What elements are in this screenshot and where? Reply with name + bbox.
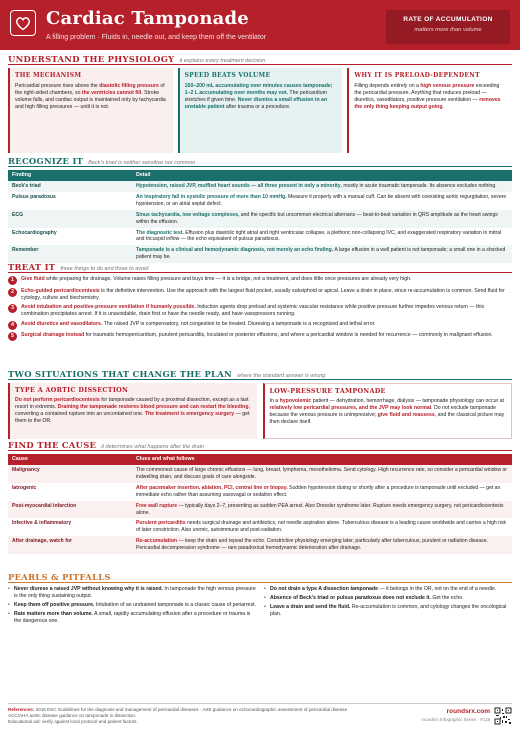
- pearls-section: [8, 572, 512, 627]
- recognize-heading: [8, 156, 512, 167]
- treat-step: 3 Avoid intubation and positive-pressure ventilation if humanly possible. Induction agents drop preload and systemic vascular resistance while positive pressure further impedes venous return — this combination precipitates arrest. If it is unavoidable, drain first or have the needle ready, and have vasopressors running.: [8, 304, 512, 318]
- header-banner: [0, 0, 520, 50]
- cause-title: FIND THE CAUSE: [8, 440, 97, 450]
- treat-heading: [8, 262, 512, 273]
- table-row: Malignancy The commonest cause of large chronic effusions — lung, breast, lymphoma, mesothelioma. Send cytology. High recurrence rate, so consider a pericardial window or indwelling drain, and discuss goals of care alongside.: [8, 465, 512, 483]
- step-number: 2: [8, 288, 17, 297]
- list-item: • Rate matters more than volume. A small, rapidly accumulating effusion after a procedure or trauma is the dangerous one.: [8, 611, 256, 625]
- list-item: • Do not drain a type A dissection tamponade — it belongs in the OR, not on the end of a needle.: [264, 586, 512, 593]
- table-header-row: Finding Detail: [8, 170, 512, 181]
- physiology-title: UNDERSTAND THE PHYSIOLOGY: [8, 54, 175, 64]
- table-row: Iatrogenic After pacemaker insertion, ablation, PCI, central line or biopsy. Sudden hypotension during or shortly after a procedure is tamponade until excluded — get an immediate echo rather than assuming vasovagal or sedation effect.: [12, 484, 501, 498]
- pearls-title: PEARLS & PITFALLS: [8, 572, 111, 582]
- heart-icon: [10, 10, 36, 36]
- page-title: Cardiac Tamponade: [46, 8, 249, 29]
- step-number: 5: [8, 332, 17, 341]
- pearls-right: [264, 586, 512, 627]
- situations-title: TWO SITUATIONS THAT CHANGE THE PLAN: [8, 369, 232, 379]
- recognize-subtitle: Beck's triad is neither sensitive nor common: [88, 160, 196, 166]
- dissection-box: [8, 383, 257, 439]
- step-number: 3: [8, 304, 17, 313]
- table-row: Infective & inflammatory Purulent pericarditis needs surgical drainage and antibiotics, not needle aspiration alone. Tuberculous disease is a leading cause worldwide and carries a high risk of later constriction. Also uremic, autoimmune and post-radiation.: [12, 520, 507, 534]
- footer: [8, 703, 512, 731]
- table-row: Pulsus paradoxus An inspiratory fall in systolic pressure of more than 10 mmHg. Measure it properly with a manual cuff. Can be absent with coexisting aortic regurgitation, severe hypotension, or an atrial septal defect.: [12, 194, 507, 207]
- table-row: Post-myocardial infarction Free wall rupture — typically days 2–7, presenting as sudden PEA arrest. Also Dressler syndrome later. Rupture needs emergency surgery, not pericardiocentesis alone.: [8, 501, 512, 519]
- recognize-title: RECOGNIZE IT: [8, 156, 84, 166]
- mechanism-text: Pericardial pressure rises above the diastolic filling pressure of the right-sided chambers, so the ventricles cannot fill. Stroke volume falls, and cardiac output is maintained only by tachycardia and high filling pressures — until it is not.: [15, 83, 166, 111]
- step-number: 1: [8, 276, 17, 285]
- treat-section: [8, 262, 512, 344]
- preload-card: [347, 68, 512, 153]
- cause-subtitle: it determines what happens after the drain: [101, 444, 204, 450]
- list-item: • Leave a drain and send the fluid. Re-accumulation is common, and cytology changes the oncological plan.: [264, 604, 512, 618]
- dissection-title: TYPE A AORTIC DISSECTION: [15, 386, 129, 394]
- recognize-section: [8, 156, 512, 263]
- low-pressure-box: [263, 383, 513, 439]
- site-link[interactable]: roundsrx.com: [446, 708, 490, 715]
- references: References: 2015 ESC Guidelines for the diagnosis and management of pericardial diseases · ASE guidance on echocardiographic assessment of pericardial disease ACC/AHA aortic disease guidance on tamponade in dissection. Educational aid: verify against local protocol and patient factors.: [8, 707, 348, 725]
- list-item: • Never diurese a raised JVP without knowing why it is raised. In tamponade the high venous pressure is the only thing sustaining output.: [8, 586, 256, 600]
- pearls-left: [8, 586, 256, 627]
- dissection-text: Do not perform pericardiocentesis for tamponade caused by a proximal dissection, except as a last resort in extremis. Draining the tamponade restores blood pressure and can restart the bleeding, converting a contained rupture into an uncontained one. The treatment is emergency surgery — get them to the OR.: [15, 396, 250, 424]
- table-row: Beck's triad Hypotension, raised JVP, muffled heart sounds — all three present in only a minority, mostly in acute traumatic tamponade. Its absence excludes nothing.: [8, 181, 512, 192]
- treat-step: 5 Surgical drainage instead for traumatic hemopericardium, purulent pericarditis, loculated or posterior effusions, and where a pericardial window is needed for recurrence — commonly in malignant effusion.: [8, 332, 512, 341]
- cause-heading: [8, 440, 512, 451]
- physiology-section: [8, 54, 512, 153]
- low-pressure-title: LOW-PRESSURE TAMPONADE: [269, 387, 386, 395]
- recognize-table: [8, 170, 512, 263]
- cause-section: [8, 440, 512, 554]
- physiology-subtitle: it explains every treatment decision: [179, 58, 266, 64]
- table-row: ECG Sinus tachycardia, low voltage complexes, and the specific but uncommon electrical alternans — beat-to-beat variation in QRS amplitude as the heart swings within the effusion.: [8, 210, 512, 228]
- table-row: Echocardiography The diagnostic test. Effusion plus diastolic right atrial and right ventricular collapse, a plethoric non-collapsing IVC, and exaggerated respiratory variation in mitral and tricuspid inflow — the echo equivalent of pulsus paradoxus.: [12, 229, 502, 243]
- rate-callout: [386, 10, 510, 44]
- preload-text: Filling depends entirely on a high venous pressure exceeding the pericardial pressure. Anything that reduces preload — diuretics, vasodilators, positive pressure ventilation — removes the only thing keeping output going.: [354, 83, 501, 111]
- pearls-heading: [8, 572, 512, 583]
- rate-subtitle: matters more than volume: [414, 26, 482, 33]
- table-row: Remember Tamponade is a clinical and hemodynamic diagnosis, not merely an echo finding. A large effusion in a well patient is not tamponade; a small one in a shocked patient may be.: [8, 245, 512, 263]
- table-header-row: Cause Clues and what follows: [8, 454, 512, 465]
- situations-subtitle: where the standard answer is wrong: [237, 373, 326, 379]
- speed-title: SPEED BEATS VOLUME: [184, 72, 271, 79]
- mechanism-title: THE MECHANISM: [15, 72, 82, 79]
- speed-card: [178, 68, 343, 153]
- mechanism-card: [8, 68, 173, 153]
- list-item: • Absence of Beck's triad or pulsus paradoxus does not exclude it. Get the echo.: [264, 595, 512, 602]
- cause-table: [8, 454, 512, 554]
- qr-code-icon: [494, 707, 512, 725]
- list-item: • Keep them off positive pressure. Intubation of an undrained tamponade is a classic cause of periarrest.: [8, 602, 256, 609]
- step-number: 4: [8, 321, 17, 330]
- situations-heading: [8, 369, 512, 380]
- treat-step: 2 Echo-guided pericardiocentesis is the definitive intervention. Use the approach with the largest fluid pocket, usually subxiphoid or apical. Leave a drain in place, since re-accumulation is common. Send fluid for cytology, culture and biochemistry.: [8, 288, 512, 302]
- situations-section: [8, 369, 512, 439]
- low-pressure-text: In a hypovolemic patient — dehydration, hemorrhage, dialysis — tamponade physiology can occur at relatively low pericardial pressures, and the JVP may look normal. Do not exclude tamponade because the venous pressure is unimpressive; give fluid and reassess, and the classical picture may then declare itself.: [269, 397, 505, 425]
- rate-title: RATE OF ACCUMULATION: [403, 16, 493, 23]
- speed-text: 150–200 mL accumulating over minutes causes tamponade; 1–2 L accumulating over months may not. The pericardium stretches if given time. Never dismiss a small effusion in an unstable patient after trauma or a procedure.: [184, 83, 333, 111]
- preload-title: WHY IT IS PRELOAD-DEPENDENT: [354, 72, 480, 79]
- treat-subtitle: three things to do and three to avoid: [60, 266, 149, 272]
- treat-step: 4 Avoid diuretics and vasodilators. The raised JVP is compensatory, not congestion to be treated. Diuresing a tamponade is a recognized and lethal error.: [8, 321, 512, 330]
- series-label: roundsrx Infographic Series · #118: [421, 717, 490, 722]
- page-subtitle: A filling problem · Fluids in, needle out, and keep them off the ventilator: [46, 34, 267, 41]
- treat-title: TREAT IT: [8, 262, 56, 272]
- treat-step: 1 Give fluid while preparing for drainage. Volume raises filling pressure and buys time — it is a bridge, not a treatment, and does little once pressures are already very high.: [8, 276, 512, 285]
- table-row: After drainage, watch for Re-accumulation — keep the drain and repeat the echo. Constrictive physiology emerging later, particularly after tuberculous, purulent or radiation disease. Pericardial decompression syndrome — rare paradoxical hemodynamic deterioration after drainage.: [8, 536, 512, 554]
- physiology-heading: [8, 54, 512, 65]
